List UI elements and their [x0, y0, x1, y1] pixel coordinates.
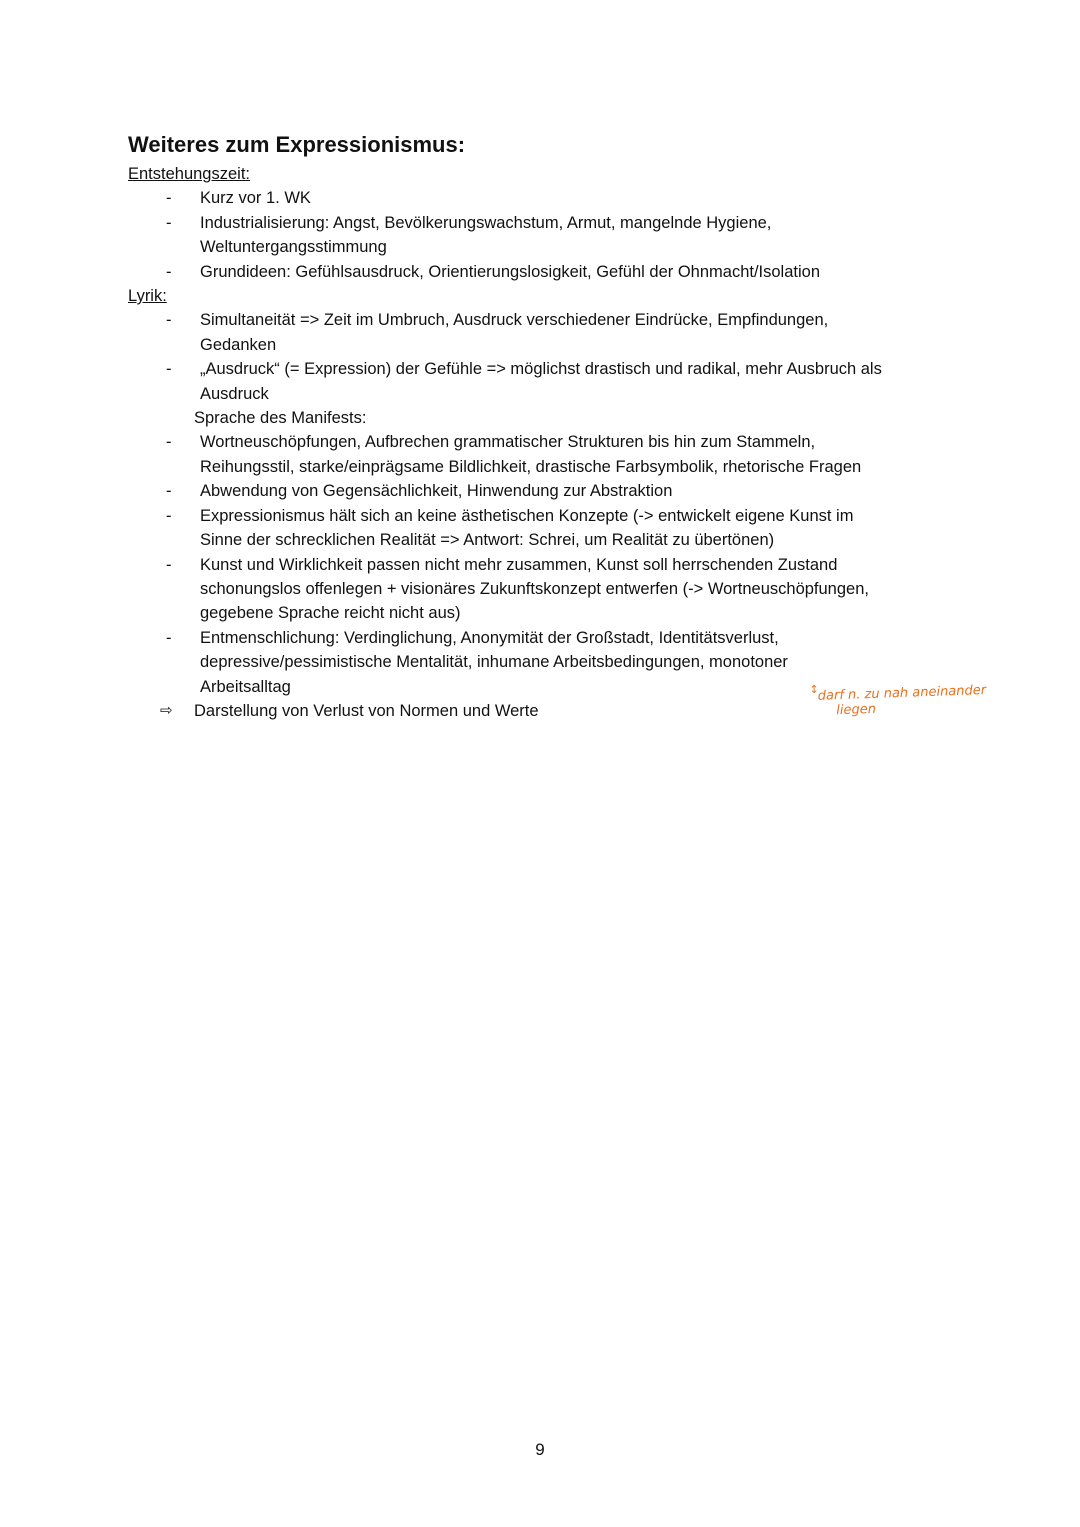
note-line-1: darf n. zu nah aneinander	[817, 682, 987, 704]
list-item-line: Simultaneität => Zeit im Umbruch, Ausdruck verschiedener Eindrücke, Empfindungen,	[200, 311, 829, 330]
arrow-icon: ⇨	[160, 701, 173, 719]
bullet-dash: -	[166, 555, 172, 574]
list-item-line: Entmenschlichung: Verdinglichung, Anonymität der Großstadt, Identitätsverlust,	[200, 628, 779, 647]
list-item-line: Expressionismus hält sich an keine ästhetischen Konzepte (-> entwickelt eigene Kunst im	[200, 506, 854, 525]
list-item	[128, 553, 988, 626]
list-item-line: Arbeitsalltag	[200, 677, 291, 696]
list-item-line: Ausdruck	[200, 384, 269, 403]
list-item-line: depressive/pessimistische Mentalität, inhumane Arbeitsbedingungen, monotoner	[200, 653, 788, 672]
list-item-line: Industrialisierung: Angst, Bevölkerungswachstum, Armut, mangelnde Hygiene,	[200, 213, 772, 232]
bullet-dash: -	[166, 482, 172, 501]
handwritten-note	[809, 682, 987, 719]
page-number: 9	[535, 1440, 545, 1459]
list-item-line: „Ausdruck“ (= Expression) der Gefühle => möglichst drastisch und radikal, mehr Ausbruch als	[200, 360, 882, 379]
bullet-dash: -	[166, 311, 172, 330]
list-item-line: Sinne der schrecklichen Realität => Antwort: Schrei, um Realität zu übertönen)	[200, 531, 775, 550]
bullet-dash: -	[166, 213, 172, 232]
list-item-line: Grundideen: Gefühlsausdruck, Orientierungslosigkeit, Gefühl der Ohnmacht/Isolation	[200, 262, 820, 281]
list-item	[128, 260, 988, 284]
list-item-line: Gedanken	[200, 335, 277, 354]
section-heading-lyrik: Lyrik:	[128, 287, 167, 306]
list-item	[128, 504, 988, 553]
up-down-arrow-icon: ↕	[809, 682, 819, 697]
list-sprache	[128, 430, 988, 698]
note-line-2: liegen	[836, 701, 877, 719]
bullet-dash: -	[166, 189, 172, 208]
list-item	[128, 479, 988, 503]
list-item	[128, 308, 988, 357]
bullet-dash: -	[166, 433, 172, 452]
list-item-line: Reihungsstil, starke/einprägsame Bildlichkeit, drastische Farbsymbolik, rhetorische Fragen	[200, 457, 862, 476]
list-item	[128, 357, 988, 406]
list-lyrik	[128, 308, 988, 406]
list-item-line: schonungslos offenlegen + visionäres Zukunftskonzept entwerfen (-> Wortneuschöpfungen,	[200, 579, 869, 598]
list-item-line: Abwendung von Gegensächlichkeit, Hinwendung zur Abstraktion	[200, 482, 673, 501]
list-item-line: Kunst und Wirklichkeit passen nicht mehr zusammen, Kunst soll herrschenden Zustand	[200, 555, 838, 574]
list-item-line: Kurz vor 1. WK	[200, 189, 311, 208]
subheading-sprache: Sprache des Manifests:	[194, 409, 367, 428]
bullet-dash: -	[166, 506, 172, 525]
bullet-dash: -	[166, 360, 172, 379]
section-heading-entstehungszeit: Entstehungszeit:	[128, 165, 250, 183]
list-item	[128, 186, 988, 210]
document-page	[128, 130, 988, 723]
bullet-dash: -	[166, 628, 172, 647]
list-item	[128, 430, 988, 479]
list-item-line: gegebene Sprache reicht nicht aus)	[200, 604, 461, 623]
conclusion-text: Darstellung von Verlust von Normen und Werte	[194, 701, 539, 720]
bullet-dash: -	[166, 262, 172, 281]
list-item	[128, 211, 988, 260]
list-item-line: Wortneuschöpfungen, Aufbrechen grammatischer Strukturen bis hin zum Stammeln,	[200, 433, 816, 452]
list-entstehungszeit	[128, 186, 988, 284]
page-title: Weiteres zum Expressionismus:	[128, 132, 466, 157]
list-item-line: Weltuntergangsstimmung	[200, 238, 387, 257]
